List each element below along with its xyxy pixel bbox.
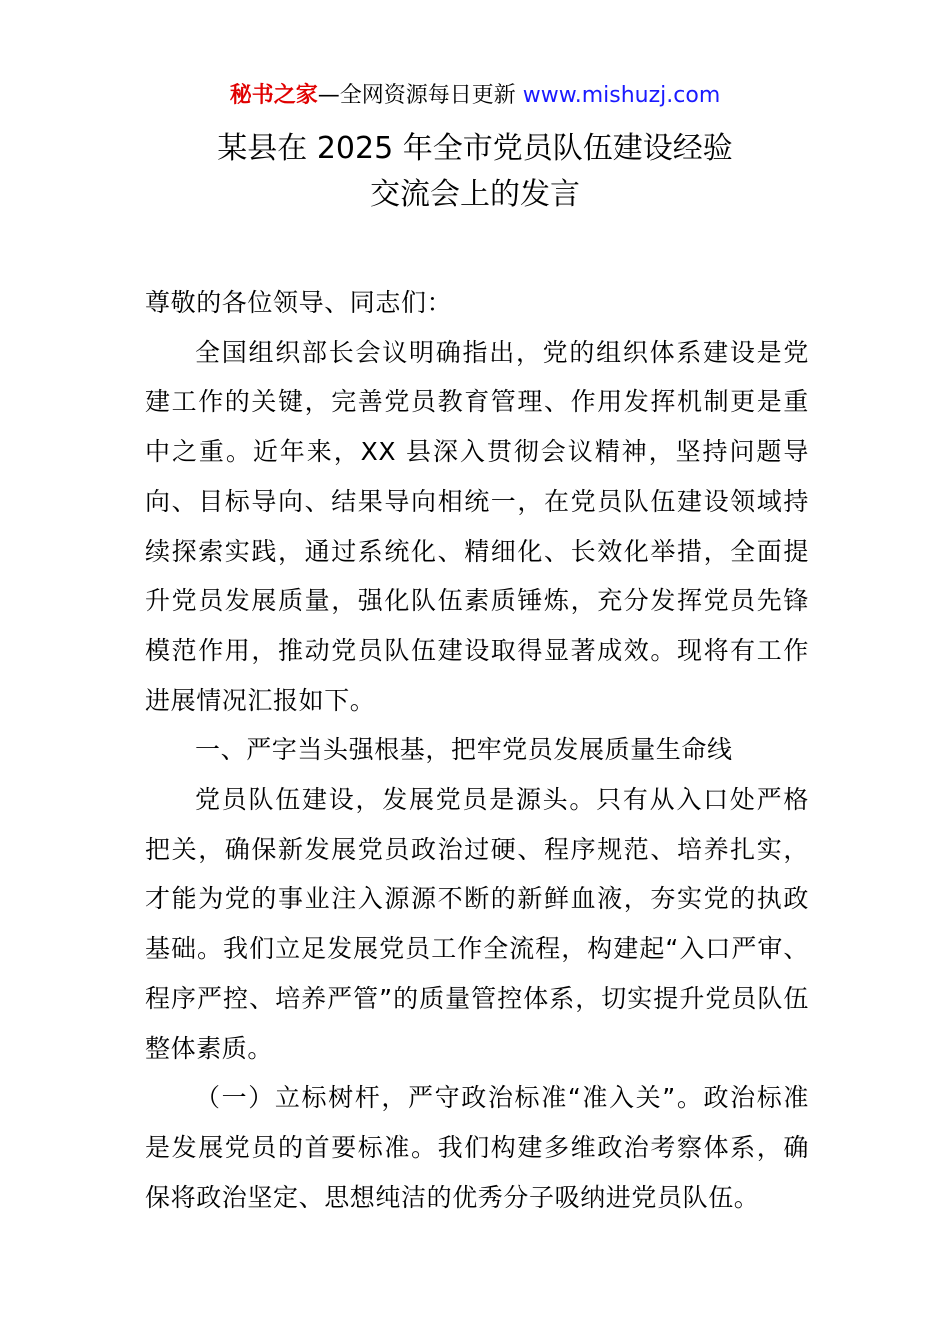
section-heading-1: 一、严字当头强根基，把牢党员发展质量生命线 <box>195 735 733 765</box>
banner-url-link[interactable]: www.mishuzj.com <box>522 83 721 108</box>
site-banner <box>0 80 950 112</box>
document-body <box>145 278 809 1222</box>
title-line-2: 交流会上的发言 <box>370 177 580 212</box>
salutation: 尊敬的各位领导、同志们： <box>145 288 453 317</box>
paragraph-section-1: 党员队伍建设，发展党员是源头。只有从入口处严格把关，确保新发展党员政治过硬、程序规范、培养扎实，才能为党的事业注入源源不断的新鲜血液，夯实党的执政基础。我们立足发展党员工作全流程，构建起“入口严审、程序严控、培养严管”的质量管控体系，切实提升党员队伍整体素质。 <box>145 785 809 1063</box>
banner-tagline: —全网资源每日更新 <box>317 83 523 108</box>
paragraph-subsection-1: （一）立标树杆，严守政治标准“准入关”。政治标准是发展党员的首要标准。我们构建多维政治考察体系，确保将政治坚定、思想纯洁的优秀分子吸纳进党员队伍。 <box>145 1083 809 1212</box>
paragraph-intro: 全国组织部长会议明确指出，党的组织体系建设是党建工作的关键，完善党员教育管理、作用发挥机制更是重中之重。近年来，XX 县深入贯彻会议精神，坚持问题导向、目标导向、结果导向相统一，在党员队伍建设领域持续探索实践，通过系统化、精细化、长效化举措，全面提升党员发展质量，强化队伍素质锤炼，充分发挥党员先锋模范作用，推动党员队伍建设取得显著成效。现将有工作进展情况汇报如下。 <box>145 337 809 715</box>
document-title <box>0 126 950 218</box>
banner-brand: 秘书之家 <box>229 83 318 108</box>
title-line-1: 某县在 2025 年全市党员队伍建设经验 <box>217 131 733 166</box>
